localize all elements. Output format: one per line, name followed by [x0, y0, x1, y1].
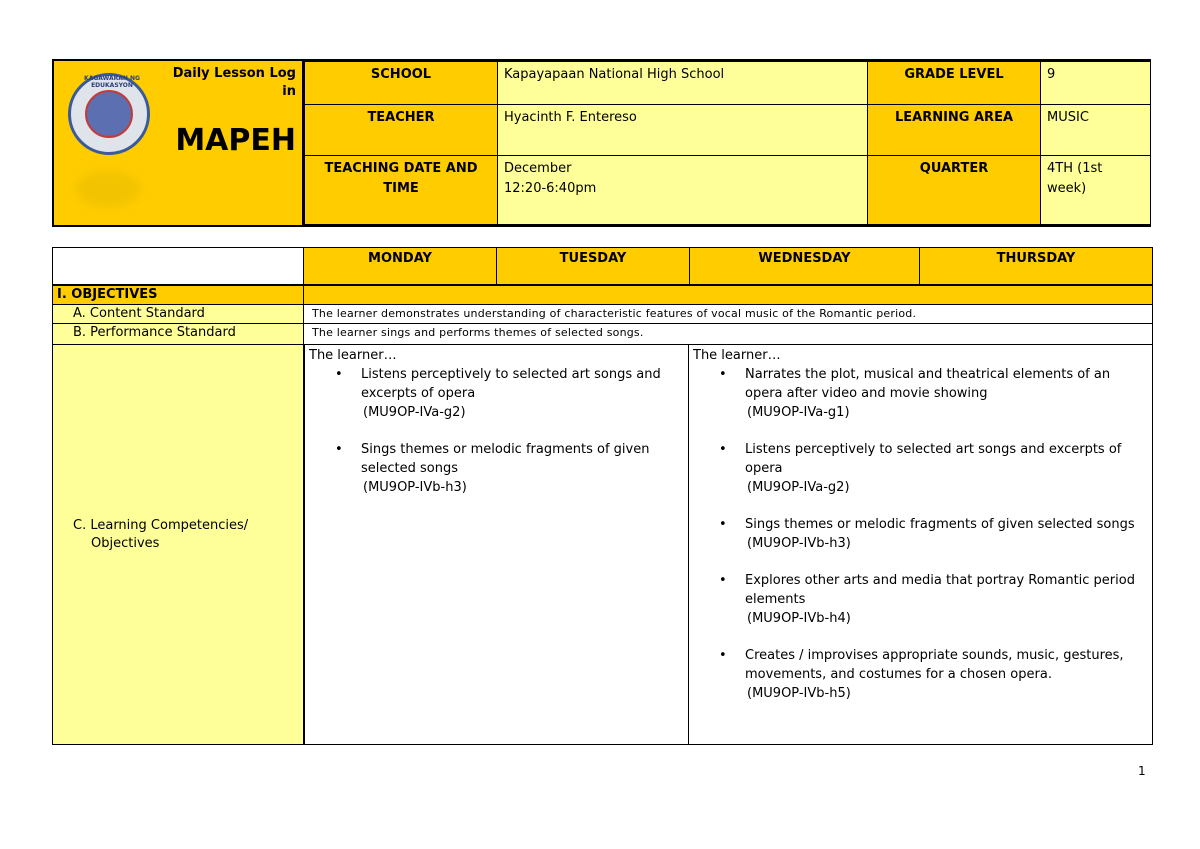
objective-text: Listens perceptively to selected art songs and excerpts of opera — [361, 367, 661, 401]
objective-code: (MU9OP-IVb-h5) — [747, 686, 851, 701]
objective-text: Sings themes or melodic fragments of given selected songs — [361, 442, 650, 476]
teacher-value: Hyacinth F. Entereso — [497, 104, 868, 156]
list-item — [745, 571, 1148, 628]
school-value: Kapayapaan National High School — [497, 61, 868, 105]
performance-standard-label: B. Performance Standard — [52, 323, 304, 345]
logo-cell — [54, 61, 304, 225]
objectives-heading-fill — [303, 285, 1153, 305]
quarter-label: QUARTER — [867, 155, 1041, 225]
list-item — [361, 440, 684, 497]
doc-title-line2: in — [282, 84, 296, 99]
competencies-label — [52, 344, 304, 745]
right-objective-list — [693, 365, 1148, 703]
competencies-label-line1: C. Learning Competencies/ — [73, 518, 249, 533]
objectives-heading: I. OBJECTIVES — [52, 285, 304, 305]
seal-text: KAGAWARAN NG EDUKASYON — [84, 75, 140, 89]
content-standard-value: The learner demonstrates understanding of characteristic features of vocal music of the Romantic period. — [303, 304, 1153, 324]
left-intro: The learner… — [309, 348, 397, 363]
area-value: MUSIC — [1040, 104, 1151, 156]
performance-standard-value: The learner sings and performs themes of selected songs. — [303, 323, 1153, 345]
list-item — [745, 440, 1148, 497]
lesson-table — [52, 247, 1153, 745]
day-monday: MONDAY — [303, 247, 497, 285]
list-item — [745, 646, 1148, 703]
competencies-left — [303, 344, 689, 745]
list-item — [745, 515, 1148, 553]
teacher-label: TEACHER — [304, 104, 498, 156]
seal-emblem — [85, 90, 133, 138]
list-item — [361, 365, 684, 422]
blurred-mark — [76, 171, 140, 207]
doc-title-line1: Daily Lesson Log — [172, 66, 296, 81]
right-intro: The learner… — [693, 348, 781, 363]
objective-text: Narrates the plot, musical and theatrical elements of an opera after video and movie showing — [745, 367, 1111, 401]
objective-text: Explores other arts and media that portray Romantic period elements — [745, 573, 1135, 607]
content-standard-label: A. Content Standard — [52, 304, 304, 324]
objective-text: Creates / improvises appropriate sounds, music, gestures, movements, and costumes for a chosen opera. — [745, 648, 1124, 682]
page-number: 1 — [1138, 764, 1146, 778]
date-label: TEACHING DATE AND TIME — [304, 155, 498, 225]
day-thursday: THURSDAY — [919, 247, 1153, 285]
objective-code: (MU9OP-IVb-h4) — [747, 611, 851, 626]
objective-code: (MU9OP-IVb-h3) — [363, 480, 467, 495]
objective-code: (MU9OP-IVa-g1) — [747, 405, 850, 420]
doc-title — [154, 65, 296, 101]
objective-text: Sings themes or melodic fragments of given selected songs — [745, 517, 1135, 532]
competencies-right — [688, 344, 1153, 745]
date-value-line1: December — [504, 161, 572, 176]
objective-code: (MU9OP-IVa-g2) — [363, 405, 466, 420]
objective-text: Listens perceptively to selected art songs and excerpts of opera — [745, 442, 1122, 476]
area-label: LEARNING AREA — [867, 104, 1041, 156]
day-wednesday: WEDNESDAY — [689, 247, 920, 285]
deped-seal-icon — [68, 73, 150, 155]
corner-cell — [52, 247, 304, 285]
competencies-label-line2: Objectives — [91, 536, 160, 551]
list-item — [745, 365, 1148, 422]
school-label: SCHOOL — [304, 61, 498, 105]
objective-code: (MU9OP-IVa-g2) — [747, 480, 850, 495]
quarter-value: 4TH (1st week) — [1040, 155, 1151, 225]
objective-code: (MU9OP-IVb-h3) — [747, 536, 851, 551]
date-value-line2: 12:20-6:40pm — [504, 181, 597, 196]
grade-value: 9 — [1040, 61, 1151, 105]
date-value — [497, 155, 868, 225]
header-table — [52, 59, 1151, 227]
grade-label: GRADE LEVEL — [867, 61, 1041, 105]
subject-title: MAPEH — [175, 123, 296, 158]
left-objective-list — [309, 365, 684, 497]
day-tuesday: TUESDAY — [496, 247, 690, 285]
